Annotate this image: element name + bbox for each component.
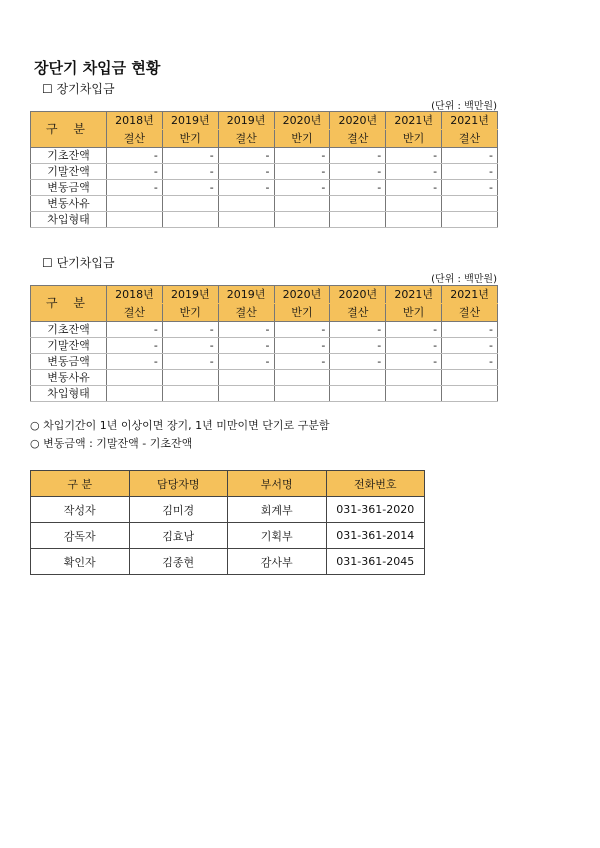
header-staff-name: 담당자명: [129, 471, 228, 497]
table-cell: -: [218, 180, 274, 196]
table-cell: [386, 212, 442, 228]
table-row: [31, 549, 425, 575]
header-phone: 전화번호: [326, 471, 425, 497]
table-cell: -: [107, 164, 163, 180]
table-cell: [442, 370, 498, 386]
table-cell: -: [330, 354, 386, 370]
table-cell: -: [218, 148, 274, 164]
table-cell: [386, 196, 442, 212]
page-title: 장단기 차입금 현황: [34, 59, 161, 77]
table-cell: [274, 196, 330, 212]
table-cell: -: [218, 322, 274, 338]
table-cell: [274, 370, 330, 386]
table-cell: -: [442, 148, 498, 164]
table-cell: -: [274, 180, 330, 196]
table-cell: -: [107, 148, 163, 164]
table-cell: [218, 212, 274, 228]
table-header-row: [31, 286, 498, 304]
table-cell: -: [386, 322, 442, 338]
table-cell: -: [218, 164, 274, 180]
table-row: [31, 497, 425, 523]
phone-cell: 031-361-2020: [326, 497, 425, 523]
header-department: 부서명: [228, 471, 327, 497]
table-cell: [442, 386, 498, 402]
table-cell: [107, 212, 163, 228]
header-year: 2018년: [107, 286, 163, 304]
table-row: [31, 322, 498, 338]
table-cell: [218, 386, 274, 402]
table-cell: -: [330, 148, 386, 164]
table-cell: [162, 212, 218, 228]
table-cell: [162, 386, 218, 402]
table-cell: -: [330, 164, 386, 180]
role-cell: 확인자: [31, 549, 130, 575]
department-cell: 기획부: [228, 523, 327, 549]
header-period-kind: 결산: [218, 130, 274, 148]
row-label: 변동금액: [31, 354, 107, 370]
table-cell: [330, 370, 386, 386]
header-period-kind: 반기: [274, 304, 330, 322]
table-cell: -: [162, 164, 218, 180]
table-cell: [442, 196, 498, 212]
short-term-borrowings-table: [30, 285, 498, 402]
table-row: [31, 196, 498, 212]
table-cell: [442, 212, 498, 228]
header-period-kind: 결산: [442, 130, 498, 148]
table-cell: -: [274, 338, 330, 354]
staff-table: [30, 470, 425, 575]
header-period-kind: 결산: [330, 130, 386, 148]
header-period-kind: 반기: [386, 130, 442, 148]
table-cell: [107, 370, 163, 386]
table-cell: -: [162, 180, 218, 196]
table-cell: [386, 386, 442, 402]
table-cell: -: [162, 148, 218, 164]
table-cell: -: [218, 338, 274, 354]
table-cell: [274, 386, 330, 402]
table-cell: [330, 386, 386, 402]
header-year: 2018년: [107, 112, 163, 130]
table-cell: -: [162, 322, 218, 338]
header-year: 2020년: [274, 112, 330, 130]
header-year: 2021년: [386, 286, 442, 304]
table-cell: -: [386, 354, 442, 370]
header-year: 2020년: [330, 112, 386, 130]
row-label: 기말잔액: [31, 164, 107, 180]
row-label: 기말잔액: [31, 338, 107, 354]
table-cell: -: [442, 180, 498, 196]
table-row: [31, 212, 498, 228]
long-term-borrowings-table: [30, 111, 498, 228]
staff-name-cell: 김효남: [129, 523, 228, 549]
header-period-kind: 결산: [330, 304, 386, 322]
table-cell: -: [274, 322, 330, 338]
unit-label-long-term: (단위 : 백만원): [431, 101, 497, 112]
row-label: 변동사유: [31, 196, 107, 212]
table-cell: [218, 370, 274, 386]
table-row: [31, 386, 498, 402]
table-cell: [162, 370, 218, 386]
table-cell: -: [386, 148, 442, 164]
table-cell: -: [386, 164, 442, 180]
table-cell: -: [162, 354, 218, 370]
table-cell: -: [107, 338, 163, 354]
table-cell: [162, 196, 218, 212]
table-cell: -: [274, 164, 330, 180]
header-year: 2020년: [330, 286, 386, 304]
header-category: 구 분: [31, 471, 130, 497]
section-title-short-term: ☐ 단기차입금: [42, 256, 115, 270]
table-cell: -: [442, 354, 498, 370]
table-row: [31, 180, 498, 196]
row-label: 변동사유: [31, 370, 107, 386]
table-cell: [107, 196, 163, 212]
header-period-kind: 결산: [107, 304, 163, 322]
table-cell: -: [442, 164, 498, 180]
staff-name-cell: 김미경: [129, 497, 228, 523]
row-label: 기초잔액: [31, 322, 107, 338]
table-cell: -: [274, 354, 330, 370]
table-cell: [330, 196, 386, 212]
table-header-row: [31, 112, 498, 130]
header-year: 2021년: [442, 286, 498, 304]
note-change-amount: ○ 변동금액 : 기말잔액 - 기초잔액: [30, 437, 193, 450]
table-cell: -: [330, 322, 386, 338]
table-cell: -: [107, 322, 163, 338]
table-cell: -: [107, 180, 163, 196]
table-cell: [107, 386, 163, 402]
row-label: 변동금액: [31, 180, 107, 196]
table-cell: [330, 212, 386, 228]
table-cell: [218, 196, 274, 212]
row-label: 기초잔액: [31, 148, 107, 164]
department-cell: 감사부: [228, 549, 327, 575]
header-period-kind: 결산: [107, 130, 163, 148]
header-period-kind: 반기: [274, 130, 330, 148]
header-year: 2019년: [162, 286, 218, 304]
phone-cell: 031-361-2014: [326, 523, 425, 549]
unit-label-short-term: (단위 : 백만원): [431, 274, 497, 285]
phone-cell: 031-361-2045: [326, 549, 425, 575]
table-header-row: [31, 471, 425, 497]
header-period-kind: 반기: [386, 304, 442, 322]
header-period-kind: 반기: [162, 130, 218, 148]
table-row: [31, 338, 498, 354]
header-period-kind: 결산: [442, 304, 498, 322]
table-row: [31, 523, 425, 549]
role-cell: 감독자: [31, 523, 130, 549]
table-cell: -: [386, 338, 442, 354]
header-year: 2019년: [162, 112, 218, 130]
row-label: 차입형태: [31, 386, 107, 402]
table-row: [31, 164, 498, 180]
table-row: [31, 354, 498, 370]
section-title-long-term: ☐ 장기차입금: [42, 82, 115, 96]
table-cell: -: [442, 322, 498, 338]
department-cell: 회계부: [228, 497, 327, 523]
table-cell: -: [330, 338, 386, 354]
row-label: 차입형태: [31, 212, 107, 228]
header-period-kind: 결산: [218, 304, 274, 322]
header-category: 구 분: [31, 112, 107, 148]
header-year: 2019년: [218, 112, 274, 130]
staff-name-cell: 김종현: [129, 549, 228, 575]
table-cell: -: [330, 180, 386, 196]
table-cell: -: [386, 180, 442, 196]
header-year: 2020년: [274, 286, 330, 304]
table-row: [31, 370, 498, 386]
header-period-kind: 반기: [162, 304, 218, 322]
role-cell: 작성자: [31, 497, 130, 523]
table-cell: -: [162, 338, 218, 354]
table-cell: -: [218, 354, 274, 370]
header-year: 2019년: [218, 286, 274, 304]
note-classification: ○ 차입기간이 1년 이상이면 장기, 1년 미만이면 단기로 구분함: [30, 419, 330, 432]
table-row: [31, 148, 498, 164]
table-cell: -: [442, 338, 498, 354]
table-cell: -: [274, 148, 330, 164]
table-cell: [386, 370, 442, 386]
header-year: 2021년: [442, 112, 498, 130]
header-category: 구 분: [31, 286, 107, 322]
table-cell: [274, 212, 330, 228]
table-cell: -: [107, 354, 163, 370]
header-year: 2021년: [386, 112, 442, 130]
